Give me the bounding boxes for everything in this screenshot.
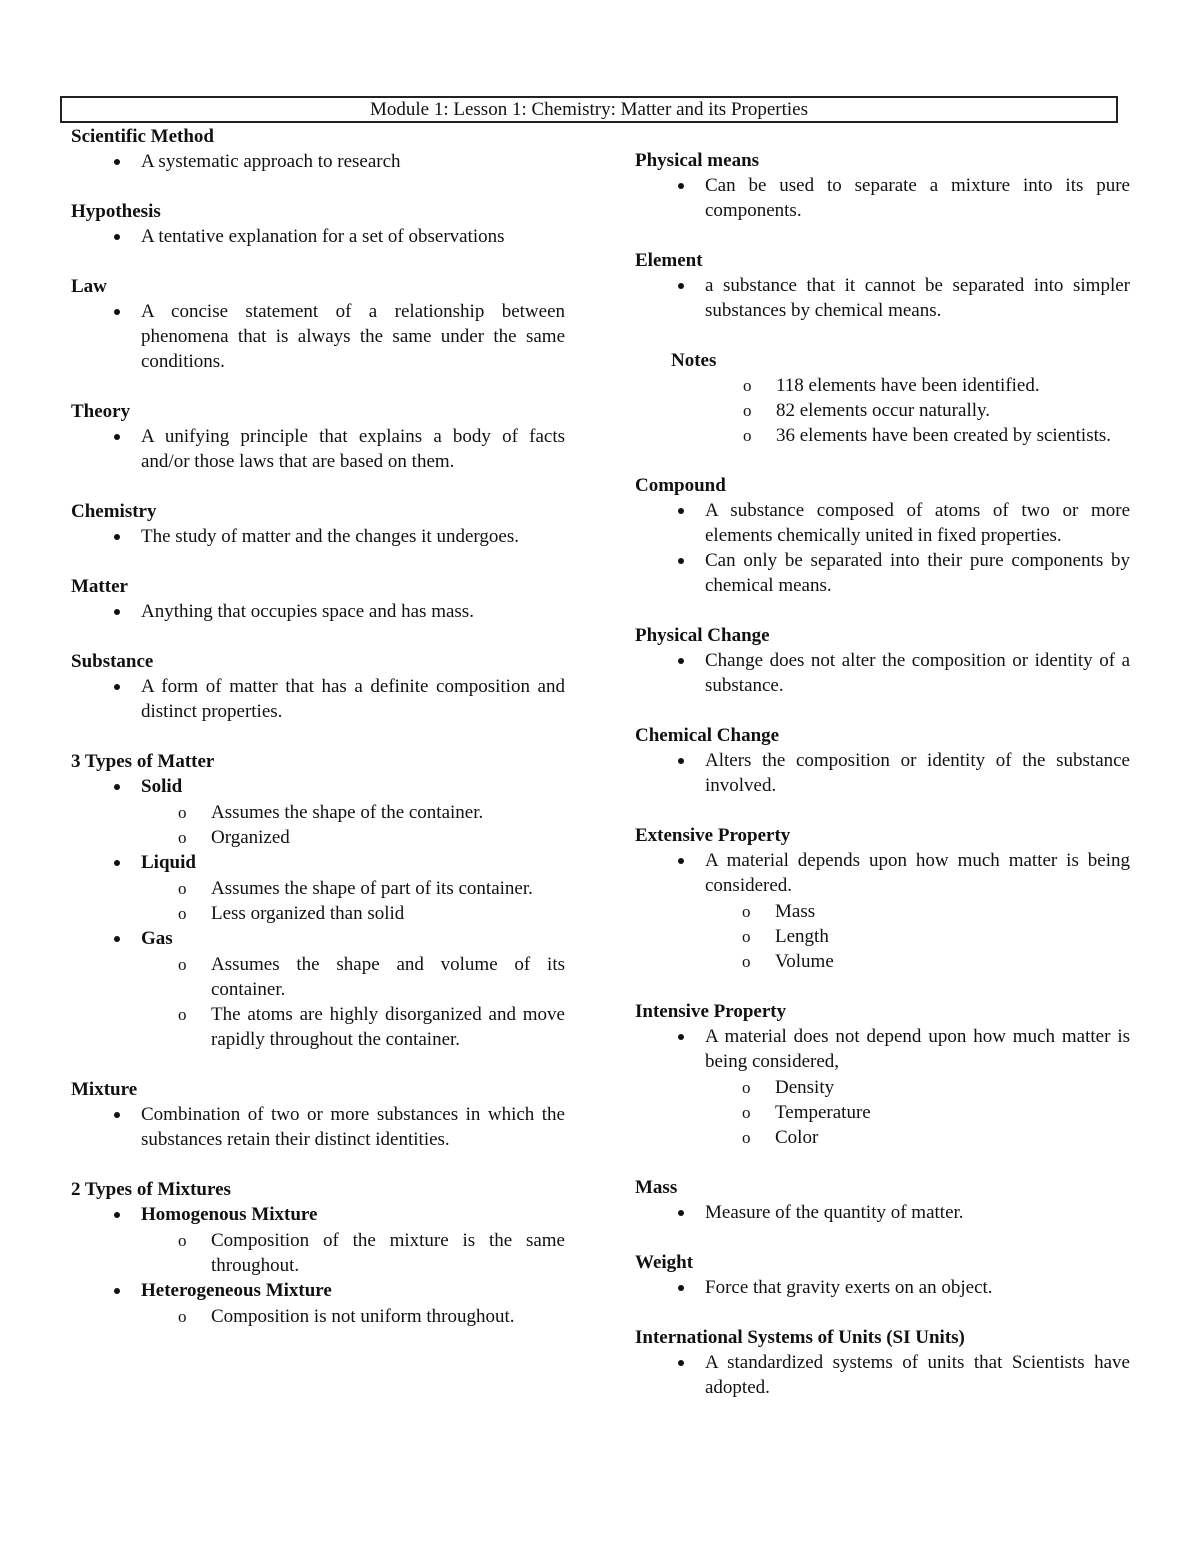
section-heading: Law [71, 276, 107, 297]
bullet-list [71, 424, 565, 474]
section-types-of-matter [71, 749, 565, 1052]
bullet-list [71, 149, 565, 174]
section-physical-change [635, 623, 1130, 698]
bullet-list [71, 524, 565, 549]
section-substance [71, 649, 565, 724]
sub-item: o Organized [141, 825, 565, 850]
sub-item: o Assumes the shape and volume of its container. [141, 952, 565, 1002]
sub-item: o Density [705, 1075, 1130, 1100]
section-hypothesis [71, 199, 565, 249]
section-heading: 2 Types of Mixtures [71, 1179, 231, 1200]
sub-item: o Mass [705, 899, 1130, 924]
sub-list [141, 876, 565, 926]
section-intensive-property [635, 999, 1130, 1150]
bullet-list [635, 498, 1130, 598]
section-heading: Physical means [635, 150, 760, 171]
section-heading: Substance [71, 651, 154, 672]
sub-item: o Assumes the shape of the container. [141, 800, 565, 825]
section-compound [635, 473, 1130, 598]
bullet-text: A material does not depend upon how much matter is being considered, [705, 1026, 1130, 1072]
sub-list [141, 1228, 565, 1278]
section-heading: Chemical Change [635, 725, 780, 746]
bullet-list [635, 1200, 1130, 1225]
bullet-item: A standardized systems of units that Scientists have adopted. [635, 1350, 1130, 1400]
sub-item: o Less organized than solid [141, 901, 565, 926]
bullet-item: Force that gravity exerts on an object. [635, 1275, 1130, 1300]
section-scientific-method [71, 124, 565, 174]
sub-item: o Temperature [705, 1100, 1130, 1125]
section-si-units [635, 1325, 1130, 1400]
bullet-item: A tentative explanation for a set of observations [71, 224, 565, 249]
bullet-list [635, 848, 1130, 974]
sub-item: o Assumes the shape of part of its container. [141, 876, 565, 901]
sub-item: o Composition is not uniform throughout. [141, 1304, 565, 1329]
bullet-item: Measure of the quantity of matter. [635, 1200, 1130, 1225]
section-heading: Physical Change [635, 625, 770, 646]
section-heading: Chemistry [71, 501, 157, 522]
page-title: Module 1: Lesson 1: Chemistry: Matter and its Properties [60, 96, 1118, 123]
bullet-item: The study of matter and the changes it undergoes. [71, 524, 565, 549]
section-weight [635, 1250, 1130, 1300]
bullet-label: Gas [141, 928, 173, 949]
note-item: o 82 elements occur naturally. [635, 398, 1130, 423]
bullet-list [635, 273, 1130, 323]
section-heading: 3 Types of Matter [71, 751, 215, 772]
section-heading: Scientific Method [71, 126, 215, 147]
bullet-item: Anything that occupies space and has mass. [71, 599, 565, 624]
section-matter [71, 574, 565, 624]
bullet-item-homogenous [71, 1202, 565, 1278]
bullet-list [635, 1024, 1130, 1150]
section-heading: Matter [71, 576, 128, 597]
bullet-item-heterogeneous [71, 1278, 565, 1329]
bullet-item-liquid [71, 850, 565, 926]
sub-list [705, 899, 1130, 974]
bullet-item: Change does not alter the composition or identity of a substance. [635, 648, 1130, 698]
bullet-list [635, 748, 1130, 798]
bullet-item-gas [71, 926, 565, 1052]
bullet-text: A material depends upon how much matter is being considered. [705, 850, 1130, 896]
sub-item: o Color [705, 1125, 1130, 1150]
section-heading: Hypothesis [71, 201, 161, 222]
section-heading: International Systems of Units (SI Units) [635, 1327, 965, 1348]
bullet-item: A unifying principle that explains a body of facts and/or those laws that are based on them. [71, 424, 565, 474]
sub-list [705, 1075, 1130, 1150]
section-heading: Extensive Property [635, 825, 791, 846]
section-heading: Mixture [71, 1079, 138, 1100]
bullet-list [71, 599, 565, 624]
bullet-item-solid [71, 774, 565, 850]
bullet-item [635, 1024, 1130, 1150]
bullet-item [635, 848, 1130, 974]
left-column [71, 124, 565, 1354]
section-physical-means [635, 148, 1130, 223]
section-heading: Mass [635, 1177, 678, 1198]
bullet-list [71, 299, 565, 374]
bullet-list [71, 1102, 565, 1152]
sub-item: o Length [705, 924, 1130, 949]
section-heading: Theory [71, 401, 131, 422]
bullet-item: A substance composed of atoms of two or more elements chemically united in fixed properties. [635, 498, 1130, 548]
section-chemistry [71, 499, 565, 549]
sub-item: o Volume [705, 949, 1130, 974]
section-element [635, 248, 1130, 448]
notes-heading: Notes [671, 350, 717, 371]
bullet-item: Alters the composition or identity of the substance involved. [635, 748, 1130, 798]
section-law [71, 274, 565, 374]
sub-list [141, 1304, 565, 1329]
section-heading: Weight [635, 1252, 694, 1273]
bullet-item: Can be used to separate a mixture into its pure components. [635, 173, 1130, 223]
bullet-item: Combination of two or more substances in which the substances retain their distinct identities. [71, 1102, 565, 1152]
bullet-label: Heterogeneous Mixture [141, 1280, 332, 1301]
note-item: o 118 elements have been identified. [635, 373, 1130, 398]
bullet-item: a substance that it cannot be separated into simpler substances by chemical means. [635, 273, 1130, 323]
bullet-list [71, 1202, 565, 1329]
bullet-list [71, 674, 565, 724]
bullet-list [635, 1350, 1130, 1400]
bullet-list [635, 173, 1130, 223]
sub-item: o Composition of the mixture is the same throughout. [141, 1228, 565, 1278]
note-item: o 36 elements have been created by scientists. [635, 423, 1130, 448]
bullet-list [71, 224, 565, 249]
sub-list [141, 800, 565, 850]
section-types-of-mixtures [71, 1177, 565, 1329]
right-column [635, 148, 1130, 1425]
section-mixture [71, 1077, 565, 1152]
bullet-item: A form of matter that has a definite composition and distinct properties. [71, 674, 565, 724]
section-heading: Element [635, 250, 703, 271]
bullet-label: Liquid [141, 852, 196, 873]
section-extensive-property [635, 823, 1130, 974]
bullet-list [635, 1275, 1130, 1300]
bullet-item: Can only be separated into their pure components by chemical means. [635, 548, 1130, 598]
section-chemical-change [635, 723, 1130, 798]
bullet-list [635, 648, 1130, 698]
sub-list [141, 952, 565, 1052]
bullet-label: Homogenous Mixture [141, 1204, 318, 1225]
section-theory [71, 399, 565, 474]
section-heading: Intensive Property [635, 1001, 787, 1022]
section-mass [635, 1175, 1130, 1225]
bullet-list [71, 774, 565, 1052]
bullet-label: Solid [141, 776, 183, 797]
section-heading: Compound [635, 475, 726, 496]
bullet-item: A systematic approach to research [71, 149, 565, 174]
notes-list [635, 373, 1130, 448]
bullet-item: A concise statement of a relationship between phenomena that is always the same under the same conditions. [71, 299, 565, 374]
sub-item: o The atoms are highly disorganized and move rapidly throughout the container. [141, 1002, 565, 1052]
